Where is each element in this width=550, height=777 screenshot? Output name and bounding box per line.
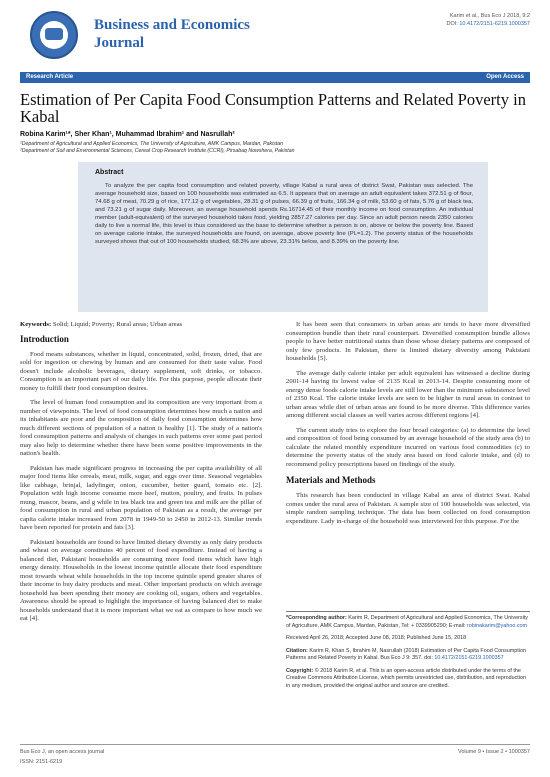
- keywords-text: Solid; Liquid; Poverty; Rural areas; Urban areas: [51, 321, 183, 328]
- intro-paragraph: The level of human food consumption and its composition are very important from a number of viewpoints. The level of food consumption determines how much a nation and its inhabitants are poor and the composition of daily food consumption determines how much different sections of population of a nation is healthy [1]. The study of a nation's food consumption patterns and analysis of changes in such patterns over some past period may also help to determine whether there have been some positive improvements in the nation's health.: [20, 399, 262, 457]
- methods-paragraph: This research has been conducted in village Kabal an area of district Swat. Kabal comes under the rural area of Pakistan. A sample size of 100 households was selected, via simple random sampling technique. The data has been collected on food consumption expenditure. Lady in-charge of the household was interviewed for this purpose. For the: [286, 492, 530, 525]
- footer-volume: Volume 9 • Issue 2 • 1000357: [457, 749, 530, 755]
- intro-paragraph: Pakistani households are found to have limited dietary diversity as only dairy products and wheat on average constitutes 40 percent of food expenditure. Instead of having a balanced diet, Pakistani households are consuming more food items which have high energy density. Households in the lowest income quintile allocate their food expenditure most towards wheat while households in the top income quintile spend greater shares of their income to buy dairy products and meat. Other important products on which average household has been spending their money are cooking oil, sugars, others and vegetables. Awareness should be spread to highlight the importance of having balanced diet to make households understand that it is more important what we eat as compare to how much we eat [4].: [20, 538, 262, 622]
- citation-doi-link[interactable]: 10.4172/2151-6219.1000357: [434, 655, 504, 661]
- citation-label: Citation:: [286, 647, 308, 654]
- introduction-heading: Introduction: [20, 333, 69, 344]
- citation-text: Karim R, Khan S, Ibrahim M, Nasrullah (2018) Estimation of Per Capita Food Consumption Patterns and Related Poverty in Kabal. Bus Eco J 9: 357. doi:: [286, 647, 526, 661]
- body-paragraph: The current study tries to explore the four broad categories: (a) to determine the level and composition of food being consumed by an average household of the study area (b) to calculate the related monthly expenditure incurred on various food commodities (c) to determine the poverty status of the study area based on food calorie intake, and (d) to recommend policy prescriptions based on findings of the study.: [286, 426, 530, 468]
- citation-header: [447, 12, 531, 28]
- author-list: Robina Karim¹*, Sher Khan¹, Muhammad Ibrahim¹ and Nasrullah²: [20, 131, 235, 138]
- correspondence-block: [286, 615, 530, 695]
- copyright-label: Copyright:: [286, 667, 314, 674]
- received-dates: Received April 26, 2018; Accepted June 08, 2018; Published June 15, 2018: [286, 635, 467, 641]
- affiliation-1: ¹Department of Agricultural and Applied Economics, The University of Agriculture, AMK Campus, Mardan, Pakistan: [20, 141, 284, 147]
- correspondence-divider: [286, 611, 530, 612]
- citation-line: Karim et al., Bus Eco J 2018, 9:2: [449, 13, 530, 19]
- keywords-label: Keywords:: [20, 321, 52, 328]
- keywords: [20, 321, 262, 330]
- article-type-label: Research Article: [26, 74, 74, 80]
- copyright-text: © 2018 Karim R, et al. This is an open-access article distributed under the terms of the Creative Commons Attribution License, which permits unrestricted use, distribution, and reproduction in any medium, provided the original author and source are credited.: [286, 667, 526, 689]
- abstract-box: [78, 162, 488, 312]
- article-type-bar: [20, 72, 530, 83]
- open-access-label: Open Access: [486, 74, 524, 80]
- corr-text: Karim R, Department of Agricultural and Applied Economics, The University of Agriculture, AMK Campus, Mardan, Pakistan, Tel: + 0339905290; E-mail:: [286, 615, 528, 629]
- body-paragraph: The average daily calorie intake per adult equivalent has witnessed a decline during 2001-14 having its lowest value of 2135 Kcal in 2013-14. Despite consuming more of energy dense foods calorie intake levels are still lower than the minimum subsistence level of 2350 Kcal. The calorie intake levels are seen to be higher in rural areas in contrast to urban areas while diet of urban areas are found to be more diverse. This difference varies among different social classes as well varies across different regions [4].: [286, 369, 530, 419]
- author-email-link[interactable]: robinakarim@yahoo.com: [467, 622, 528, 629]
- copyright-block: [286, 668, 530, 691]
- abstract-heading: Abstract: [95, 169, 124, 176]
- body-paragraph: It has been seen that consumers in urban areas are tends to have more diversified consumption bundle than their rural counterpart. Diversified consumption bundle allows people to have better nutritional status than those whose dietary patterns are composed of only few products. In Pakistan, there is limited dietary diversity among Pakistani households [5].: [286, 321, 530, 362]
- affiliation-2: ²Department of Soil and Environmental Sciences, Cereal Crop Research Institute (CCRI), Pirsabaq Nowshera, Pakistan: [20, 148, 295, 154]
- journal-name: [94, 16, 274, 52]
- abstract-text: To analyze the per capita food consumption and related poverty, village Kabal a rural area of district Swat, Pakistan was selected. The average household size, based on 100 households was estimated as 6.5. It appears that on average an adult equivalent takes 372.51 g of flour, 74.68 g of meat, 70.29 g of rice, 177.12 g of vegetables, 28.31 g of pulses, 66.39 g of fruits, 166.34 g of milk, 53.60 g of fats, 5.76 g of black tea, and 73.21 g of sugar daily. Moreover, an average household spends Rs.16714.45 of their monthly income on food consumption. An individual member (adult-equivalent) of the surveyed household takes food, yielding 2857.27 calories per day. Since an adult person needs 2350 calories daily to live a normal life, this level is thus considered as the base to determine whether a person is on, above or below the poverty line. Based on average calorie intake, the surveyed households are found, on average, above poverty line (PL=1.2). The poverty status of the households surveyed shows that out of 100 households studied, 68.3% are above, 23.31% below, and 8.39% on the poverty line.: [95, 183, 473, 245]
- footer-divider: [20, 744, 530, 745]
- journal-name-line2: Journal: [94, 35, 145, 51]
- affiliations: [20, 141, 520, 155]
- corr-label: *Corresponding author:: [286, 615, 347, 621]
- left-column: [20, 321, 262, 630]
- right-column: [286, 321, 530, 532]
- methods-heading: Materials and Methods: [286, 475, 376, 485]
- doi-link[interactable]: 10.4172/2151-6219.1000357: [459, 21, 530, 27]
- journal-name-line1: Business and Economics: [94, 17, 250, 33]
- intro-paragraph: Food means substances, whether in liquid, concentrated, solid, frozen, dried, that are sold for ingestion or chewing by human and are consumed for their taste value. Food doesn't include alcoholic beverages, dietary supplement, soft drinks, or tobacco. Consumption is an important part of our daily life. For this purpose, people allocate their money to fulfill their food consumption desires.: [20, 350, 262, 392]
- doi-line: [447, 20, 531, 28]
- article-title: Estimation of Per Capita Food Consumption Patterns and Related Poverty in Kabal: [20, 90, 526, 126]
- journal-logo: [30, 11, 78, 59]
- corresponding-author: [286, 615, 530, 630]
- footer-issn: ISSN: 2151-6219: [20, 759, 63, 765]
- footer-left: [20, 749, 104, 765]
- citation-block: [286, 648, 530, 663]
- doi-label: DOI:: [446, 21, 460, 27]
- logo-emblem-icon: [45, 28, 63, 40]
- intro-paragraph: Pakistan has made significant progress in increasing the per capita availability of all major food items like cereals, meat, milk, sugar, and eggs over time. Seasonal vegetables like cabbage, brinjal, ladyfinger, onion, cucumber, better guard, tomato etc. [2]. Population with high income consume more beef, mutton, poultry, and fruits. In pulses mung, mascor, beans, and g while in tea black tea and green tea and milk are the pillar of food consumption in rural and urban population of Pakistan as a result, the average per capita calorie intake increased from 2078 in 1949-50 to 2450 in 2012-13. Similar trends have been reported for protein and fats [3].: [20, 464, 262, 531]
- footer-journal: Bus Eco J, an open access journal: [20, 749, 105, 755]
